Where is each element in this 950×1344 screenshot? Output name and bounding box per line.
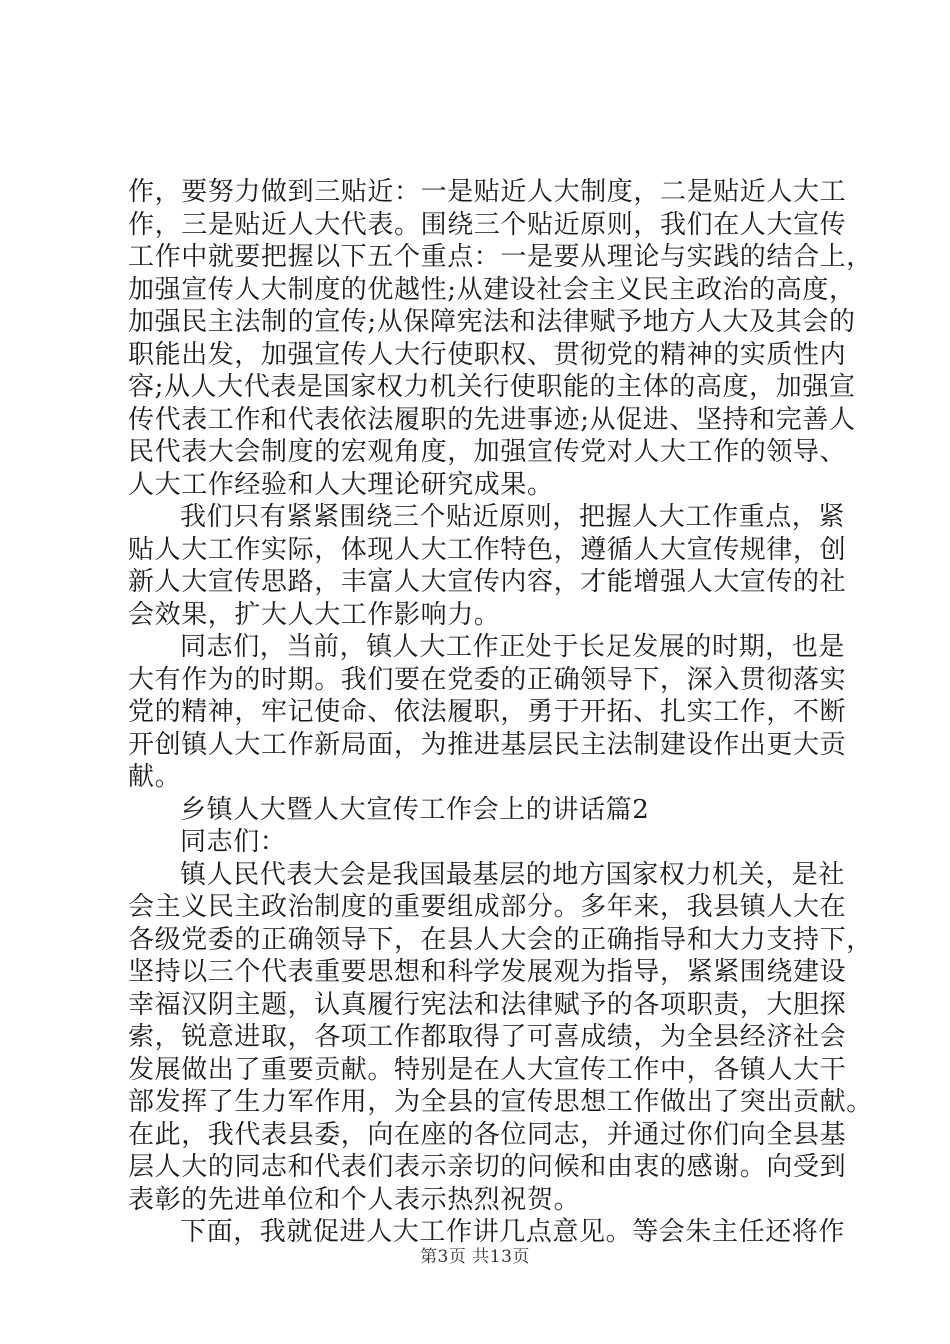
text-line: 乡镇人大暨人大宣传工作会上的讲话篇2 [180, 794, 650, 825]
text-line: 作，要努力做到三贴近：一是贴近人大制度，二是贴近人大工 [128, 177, 847, 207]
salutation [128, 826, 840, 859]
text-line: 工作中就要把握以下五个重点：一是要从理论与实践的结合上， [128, 242, 873, 272]
text-line: 层人大的同志和代表们表示亲切的问候和由衷的感谢。向受到 [128, 1152, 847, 1182]
paragraph-closing [128, 631, 847, 794]
text-line: 人大工作经验和人大理论研究成果。 [128, 469, 554, 500]
text-line: 部发挥了生力军作用，为全县的宣传思想工作做出了突出贡献。 [128, 1087, 873, 1117]
text-line: 镇人民代表大会是我国最基层的地方国家权力机关，是社 [180, 859, 846, 890]
document-body [128, 176, 873, 1249]
text-line: 我们只有紧紧围绕三个贴近原则，把握人大工作重点，紧 [180, 502, 846, 532]
text-line: 同志们： [180, 827, 287, 857]
section-heading-part-2 [128, 794, 840, 827]
text-line: 传代表工作和代表依法履职的先进事迹;从促进、坚持和完善人 [128, 404, 856, 435]
text-line: 作，三是贴近人大代表。围绕三个贴近原则，我们在人大宣传 [128, 209, 847, 240]
text-line: 坚持以三个代表重要思想和科学发展观为指导，紧紧围绕建设 [128, 957, 847, 987]
text-line: 加强宣传人大制度的优越性;从建设社会主义民主政治的高度， [128, 274, 856, 305]
text-line: 索，锐意进取，各项工作都取得了可喜成绩，为全县经济社会 [128, 1022, 847, 1052]
paragraph-continuation [128, 176, 873, 501]
text-line: 容;从人大代表是国家权力机关行使职能的主体的高度，加强宣 [128, 372, 856, 402]
text-line: 开创镇人大工作新局面，为推进基层民主法制建设作出更大贡 [128, 729, 847, 760]
text-line: 职能出发，加强宣传人大行使职权、贯彻党的精神的实质性内 [128, 339, 847, 370]
text-line: 会效果，扩大人大工作影响力。 [128, 599, 501, 630]
text-line: 下面，我就促进人大工作讲几点意见。等会朱主任还将作 [180, 1217, 846, 1247]
text-line: 幸福汉阴主题，认真履行宪法和法律赋予的各项职责，大胆探 [128, 989, 847, 1020]
text-line: 各级党委的正确领导下，在县人大会的正确指导和大力支持下， [128, 924, 873, 955]
paragraph-three-principles [128, 501, 847, 631]
text-line: 贴人大工作实际，体现人大工作特色，遵循人大宣传规律，创 [128, 534, 847, 565]
text-line: 会主义民主政治制度的重要组成部分。多年来，我县镇人大在 [128, 892, 847, 922]
text-line: 表彰的先进单位和个人表示热烈祝贺。 [128, 1184, 581, 1215]
text-line: 在此，我代表县委，向在座的各位同志，并通过你们向全县基 [128, 1119, 847, 1150]
text-line: 民代表大会制度的宏观角度，加强宣传党对人大工作的领导、 [128, 437, 847, 467]
text-line: 同志们，当前，镇人大工作正处于长足发展的时期，也是 [180, 632, 846, 662]
text-line: 党的精神，牢记使命、依法履职，勇于开拓、扎实工作，不断 [128, 697, 847, 727]
text-line: 大有作为的时期。我们要在党委的正确领导下，深入贯彻落实 [128, 664, 847, 695]
text-line: 加强民主法制的宣传;从保障宪法和法律赋予地方人大及其会的 [128, 307, 856, 337]
paragraph-intro [128, 859, 873, 1217]
text-line: 发展做出了重要贡献。特别是在人大宣传工作中，各镇人大干 [128, 1054, 847, 1085]
text-line: 献。 [128, 762, 182, 792]
text-line: 新人大宣传思路，丰富人大宣传内容，才能增强人大宣传的社 [128, 567, 847, 597]
page-footer: 第3页 共13页 [420, 1247, 530, 1267]
